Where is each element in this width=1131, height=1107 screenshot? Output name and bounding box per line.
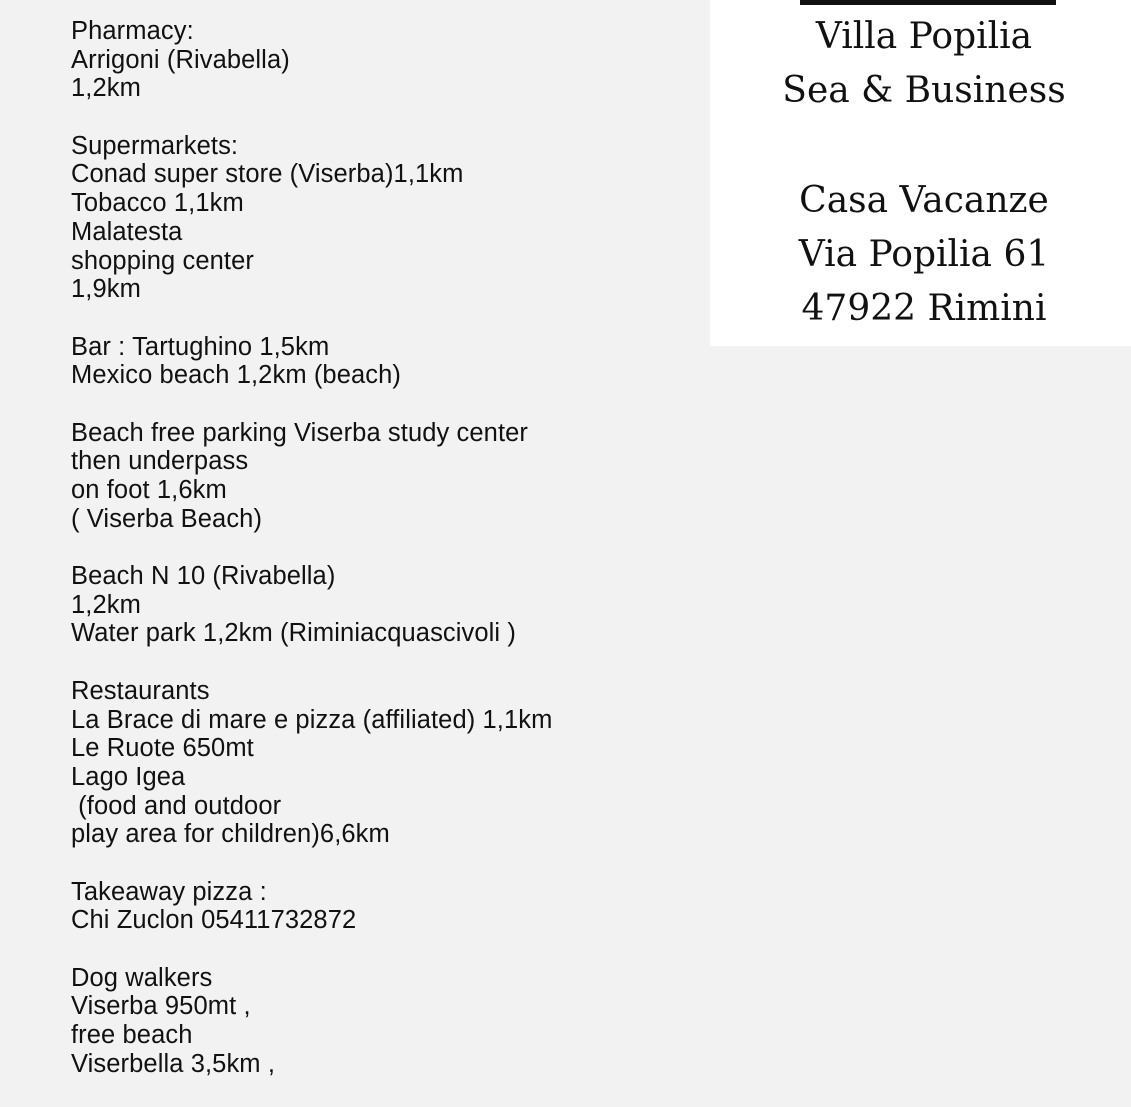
section-line: Malatesta: [71, 217, 183, 246]
section-heading: Bar : Tartughino 1,5km: [71, 332, 330, 361]
section-takeaway: [71, 878, 691, 935]
section-bar: [71, 333, 691, 390]
section-line: Chi Zuclon 05411732872: [71, 906, 357, 935]
section-line: ( Viserba Beach): [71, 504, 263, 533]
section-line: 1,2km: [71, 74, 141, 103]
section-line: Water park 1,2km (Riminiacquascivoli ): [71, 619, 516, 648]
section-heading: Beach N 10 (Rivabella): [71, 562, 336, 591]
section-line: Viserbella 3,5km ,: [71, 1049, 276, 1078]
section-line: 1,9km: [71, 275, 141, 304]
card-address-line: Via Popilia 61: [798, 234, 1050, 275]
section-heading: Supermarkets:: [71, 131, 239, 160]
section-beach: [71, 562, 691, 648]
section-line: shopping center: [71, 246, 254, 275]
section-pharmacy: [71, 17, 691, 103]
section-line: free beach: [71, 1021, 193, 1050]
section-dog-walkers: [71, 964, 691, 1079]
section-supermarkets: [71, 132, 691, 304]
section-line: play area for children)6,6km: [71, 820, 390, 849]
section-heading: Pharmacy:: [71, 17, 194, 45]
card-title: [710, 10, 1131, 118]
section-heading: Restaurants: [71, 676, 210, 705]
section-line: Le Ruote 650mt: [71, 734, 254, 763]
section-line: Viserba 950mt ,: [71, 992, 251, 1021]
section-line: (food and outdoor: [71, 791, 282, 820]
info-list: [71, 17, 691, 1107]
card-address-line: Casa Vacanze: [799, 180, 1049, 221]
section-line: Conad super store (Viserba)1,1km: [71, 160, 464, 189]
section-heading: Beach free parking Viserba study center: [71, 418, 529, 447]
section-line: Mexico beach 1,2km (beach): [71, 361, 402, 390]
card-address-line: 47922 Rimini: [801, 288, 1047, 329]
section-line: Lago Igea: [71, 762, 186, 791]
card-address: [710, 174, 1131, 336]
card-title-line: Villa Popilia: [815, 16, 1033, 57]
section-heading: Takeaway pizza :: [71, 877, 267, 906]
section-line: on foot 1,6km: [71, 476, 227, 504]
address-card: [710, 0, 1131, 346]
section-line: 1,2km: [71, 590, 141, 619]
section-line: La Brace di mare e pizza (affiliated) 1,1km: [71, 705, 553, 734]
section-heading: Dog walkers: [71, 963, 213, 992]
section-line: Arrigoni (Rivabella): [71, 45, 290, 74]
section-line: Tobacco 1,1km: [71, 189, 244, 218]
section-restaurants: [71, 677, 691, 849]
section-line: then underpass: [71, 447, 249, 476]
section-beach-parking: [71, 419, 691, 534]
card-title-line: Sea & Business: [782, 70, 1066, 111]
card-top-rule: [800, 0, 1056, 5]
